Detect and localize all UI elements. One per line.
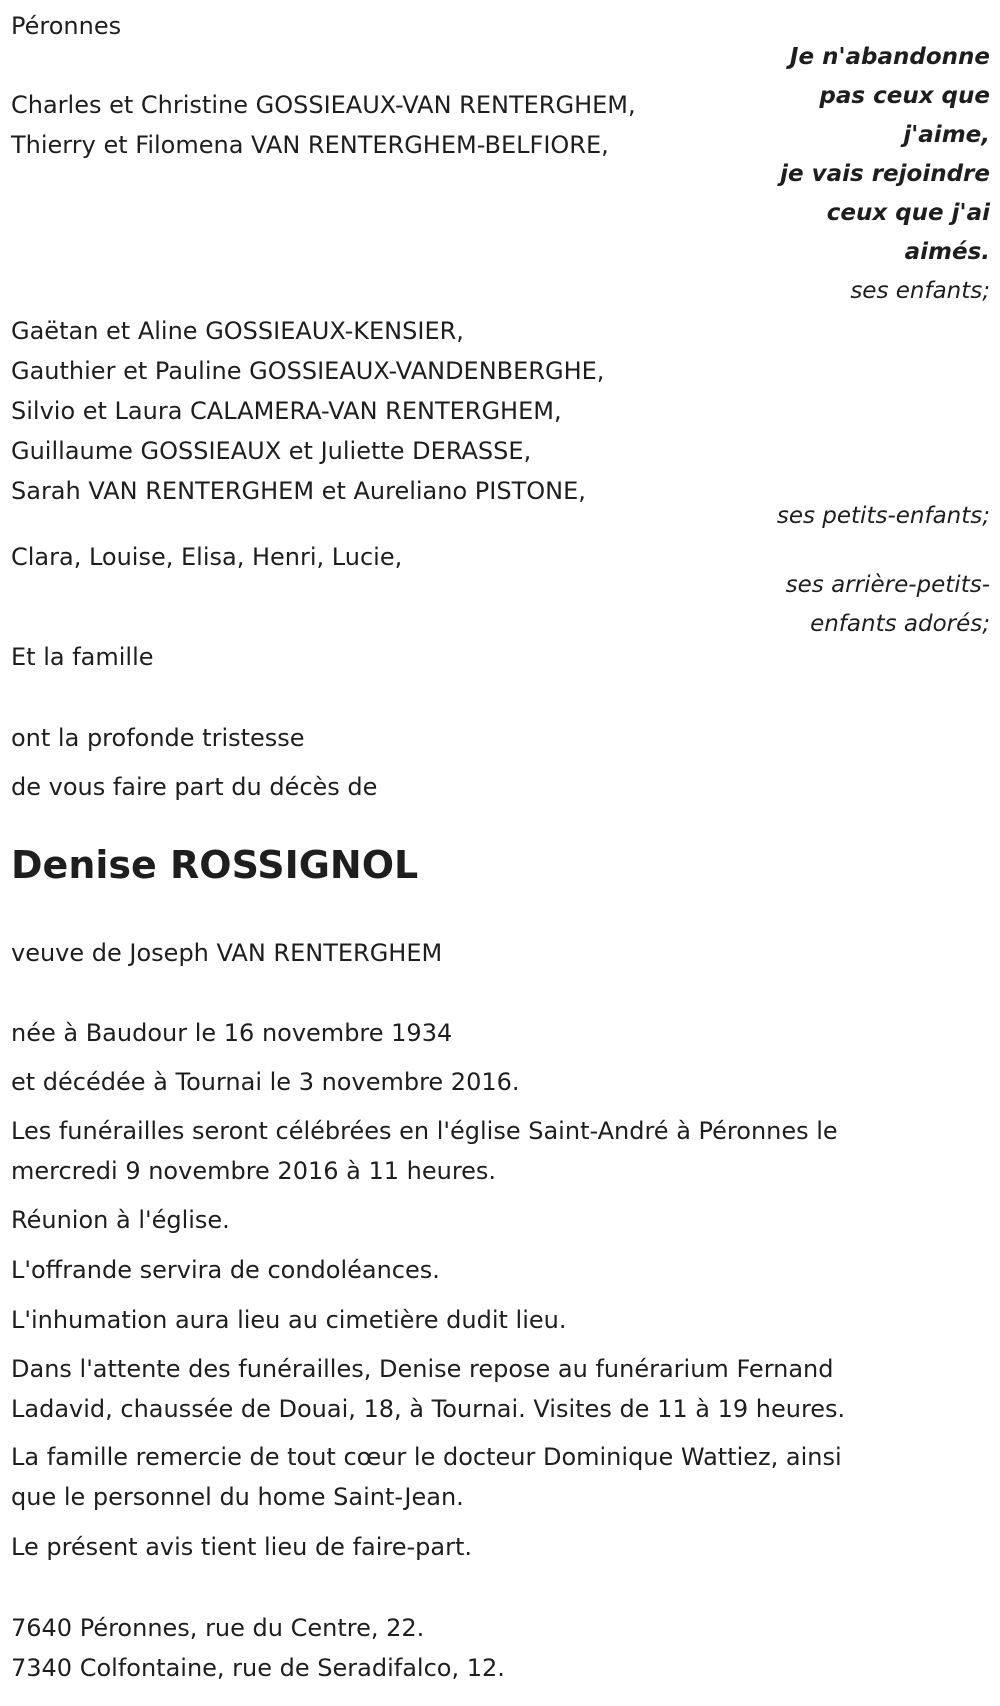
- funeral-line: Les funérailles seront célébrées en l'église Saint-André à Péronnes le: [11, 1117, 838, 1145]
- children-label: ses enfants;: [850, 278, 990, 304]
- grandchild-name: Sarah VAN RENTERGHEM et Aureliano PISTONE,: [11, 477, 586, 505]
- quote-line: j'aime,: [903, 122, 990, 148]
- child-name: Charles et Christine GOSSIEAUX-VAN RENTERGHEM,: [11, 91, 636, 119]
- label-line: ses arrière-petits-: [785, 572, 990, 598]
- grandchild-name: Guillaume GOSSIEAUX et Juliette DERASSE,: [11, 437, 532, 465]
- label-line: enfants adorés;: [810, 611, 990, 637]
- quote-line: aimés.: [904, 239, 990, 265]
- announcement-line: de vous faire part du décès de: [11, 773, 378, 801]
- funeral-line: mercredi 9 novembre 2016 à 11 heures.: [11, 1157, 497, 1185]
- quote-line: je vais rejoindre: [780, 161, 990, 187]
- grandchildren-list: [11, 311, 604, 511]
- great-grandchildren: Clara, Louise, Elisa, Henri, Lucie,: [11, 543, 403, 571]
- quote-line: pas ceux que: [819, 83, 990, 109]
- quote-line: ceux que j'ai: [826, 200, 990, 226]
- address-line: 7340 Colfontaine, rue de Seradifalco, 12.: [11, 1654, 505, 1682]
- quote: [780, 38, 990, 272]
- addresses: [11, 1608, 505, 1688]
- deceased-name: Denise ROSSIGNOL: [11, 843, 419, 887]
- announcement-line: ont la profonde tristesse: [11, 724, 305, 752]
- death-line: et décédée à Tournai le 3 novembre 2016.: [11, 1068, 520, 1096]
- funeral-info: [11, 1111, 838, 1191]
- child-name: Thierry et Filomena VAN RENTERGHEM-BELFIORE,: [11, 131, 609, 159]
- grandchild-name: Gaëtan et Aline GOSSIEAUX-KENSIER,: [11, 317, 464, 345]
- offering-line: L'offrande servira de condoléances.: [11, 1256, 440, 1284]
- birth-line: née à Baudour le 16 novembre 1934: [11, 1019, 453, 1047]
- funerarium-line: Dans l'attente des funérailles, Denise repose au funérarium Fernand: [11, 1355, 834, 1383]
- thanks-info: [11, 1437, 842, 1517]
- place-header: Péronnes: [11, 12, 122, 40]
- funerarium-line: Ladavid, chaussée de Douai, 18, à Tournai. Visites de 11 à 19 heures.: [11, 1395, 846, 1423]
- grandchildren-label: ses petits-enfants;: [776, 503, 990, 529]
- grandchild-name: Silvio et Laura CALAMERA-VAN RENTERGHEM,: [11, 397, 562, 425]
- children-list: [11, 85, 636, 165]
- funerarium-info: [11, 1349, 845, 1429]
- great-grandchildren-label: [786, 566, 990, 644]
- thanks-line: que le personnel du home Saint-Jean.: [11, 1483, 464, 1511]
- burial-line: L'inhumation aura lieu au cimetière dudit lieu.: [11, 1306, 567, 1334]
- family-line: Et la famille: [11, 643, 154, 671]
- quote-line: Je n'abandonne: [789, 44, 990, 70]
- thanks-line: La famille remercie de tout cœur le docteur Dominique Wattiez, ainsi: [11, 1443, 842, 1471]
- widow-of: veuve de Joseph VAN RENTERGHEM: [11, 939, 443, 967]
- address-line: 7640 Péronnes, rue du Centre, 22.: [11, 1614, 425, 1642]
- grandchild-name: Gauthier et Pauline GOSSIEAUX-VANDENBERGHE,: [11, 357, 605, 385]
- meeting-line: Réunion à l'église.: [11, 1206, 230, 1234]
- notice-line: Le présent avis tient lieu de faire-part.: [11, 1533, 473, 1561]
